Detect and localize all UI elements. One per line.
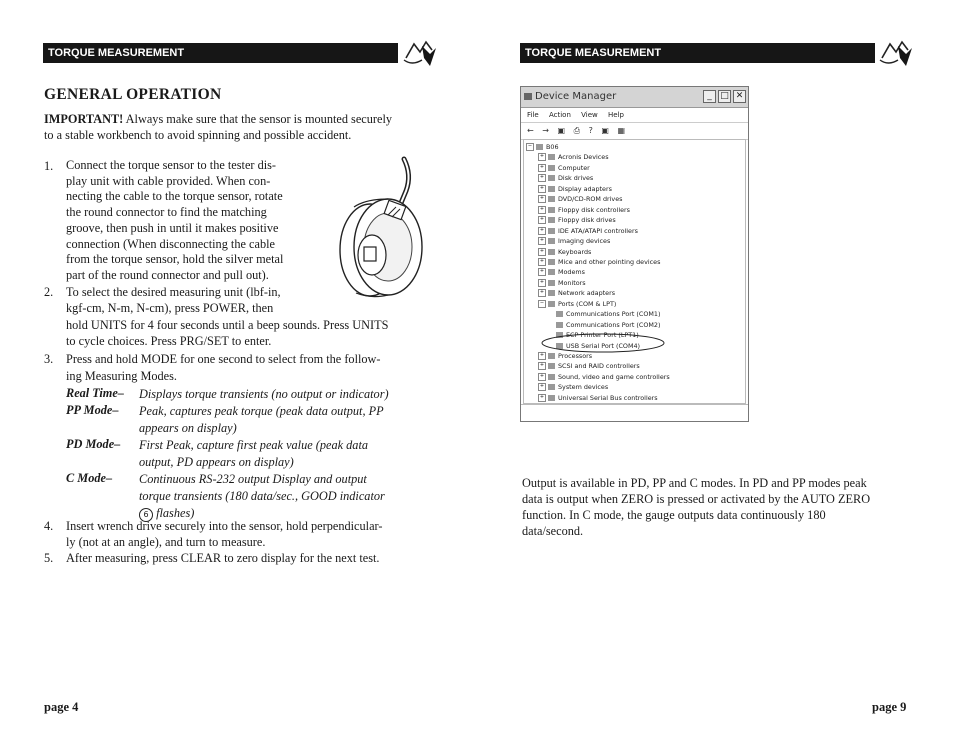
device-category[interactable] <box>538 184 612 194</box>
device-icon <box>548 165 555 171</box>
expand-icon[interactable]: + <box>539 278 545 285</box>
device-manager-window <box>520 86 749 422</box>
port-item[interactable] <box>556 320 661 330</box>
device-icon <box>548 374 555 380</box>
tree-label: IDE ATA/ATAPI controllers <box>558 226 638 235</box>
tree-label: Keyboards <box>558 247 592 256</box>
device-category[interactable] <box>538 173 593 183</box>
menu-view[interactable]: View <box>581 111 598 119</box>
device-category[interactable] <box>538 194 622 204</box>
step-1-line: part of the round connector and pull out). <box>66 267 269 282</box>
real-time-label: Real Time– <box>66 386 124 400</box>
tree-label: Imaging devices <box>558 237 611 246</box>
step-3-number: 3. <box>44 352 54 366</box>
device-category[interactable] <box>538 372 670 382</box>
tree-label: Communications Port (COM2) <box>566 320 661 329</box>
step-2-number: 2. <box>44 285 54 299</box>
tree-label: Modems <box>558 268 585 277</box>
expand-icon[interactable]: + <box>539 195 545 202</box>
pp-desc-line: appears on display) <box>139 421 237 435</box>
expand-icon[interactable]: + <box>539 383 545 390</box>
left-header-bar: TORQUE MEASUREMENT <box>43 43 398 63</box>
device-category[interactable] <box>538 288 615 298</box>
important-label: IMPORTANT! <box>44 112 124 126</box>
pd-desc-line: First Peak, capture first peak value (peak data <box>139 438 369 452</box>
step-5-text: After measuring, press CLEAR to zero display for the next test. <box>66 551 380 565</box>
expand-icon[interactable]: + <box>539 352 545 358</box>
expand-icon[interactable]: + <box>539 174 545 181</box>
output-line: function. In C mode, the gauge outputs data continuously 180 <box>522 508 826 522</box>
toolbar <box>521 122 748 140</box>
window-title: Device Manager <box>535 91 617 102</box>
step-4-text <box>66 518 438 550</box>
expand-icon[interactable]: + <box>539 372 545 379</box>
tree-label: Floppy disk controllers <box>558 205 630 214</box>
device-category[interactable] <box>538 299 616 309</box>
step-4-number: 4. <box>44 519 54 533</box>
step-3-line: ing Measuring Modes. <box>66 369 178 383</box>
important-text-2: to a stable workbench to avoid spinning and possible accident. <box>44 128 352 142</box>
menu-action[interactable]: Action <box>548 111 571 119</box>
expand-icon[interactable]: + <box>539 226 545 233</box>
back-icon[interactable]: ← <box>527 126 534 135</box>
device-icon <box>548 363 555 369</box>
menu-bar <box>521 108 748 122</box>
step-4-line: Insert wrench drive securely into the sensor, hold perpendicular- <box>66 519 383 533</box>
real-time-desc: Displays torque transients (no output or indicator) <box>139 387 389 401</box>
step-1-text <box>66 158 326 284</box>
tree-label: Processors <box>558 352 593 360</box>
device-category[interactable] <box>538 152 609 162</box>
step-2-line: hold UNITS for 4 four seconds until a beep sounds. Press UNITS <box>66 317 389 332</box>
device-icon <box>548 154 555 160</box>
tree-label: Sound, video and game controllers <box>558 372 670 381</box>
tree-label: Communications Port (COM1) <box>566 310 661 319</box>
expand-icon[interactable]: + <box>539 268 545 275</box>
device-category[interactable] <box>538 267 585 277</box>
expand-icon[interactable]: + <box>539 163 545 170</box>
step-4-line: ly (not at an angle), and turn to measure. <box>66 535 266 549</box>
step-2-text <box>66 284 436 349</box>
tree-label: Ports (COM & LPT) <box>558 299 617 308</box>
tree-label: Mice and other pointing devices <box>558 257 661 266</box>
step-2-line: To select the desired measuring unit (lbf-in, <box>66 285 281 299</box>
device-icon <box>548 196 555 202</box>
device-manager-icon <box>524 93 532 100</box>
expand-icon[interactable]: + <box>539 184 545 191</box>
status-bar <box>521 404 748 421</box>
torque-sensor-illustration <box>326 155 436 305</box>
right-header-bar: TORQUE MEASUREMENT <box>520 43 875 63</box>
page-heading: GENERAL OPERATION <box>44 86 222 103</box>
device-icon <box>548 238 555 244</box>
expand-icon[interactable]: + <box>539 393 545 400</box>
c-mode-label: C Mode– <box>66 471 113 485</box>
expand-icon[interactable]: + <box>539 153 545 160</box>
expand-icon[interactable]: + <box>539 362 545 369</box>
view-icon[interactable]: ▣ <box>601 126 609 135</box>
step-1-line: Connect the torque sensor to the tester dis- <box>66 158 277 172</box>
device-icon <box>548 301 555 307</box>
right-page-number: page 9 <box>872 700 907 714</box>
expand-icon[interactable]: + <box>539 257 545 264</box>
device-icon <box>548 207 555 213</box>
step-5-number: 5. <box>44 551 54 565</box>
step-1-line: the round connector to find the matching <box>66 205 267 220</box>
forward-icon[interactable]: → <box>542 126 549 135</box>
device-icon <box>548 259 555 265</box>
device-icon <box>548 228 555 234</box>
tree-root[interactable]: − B06 <box>527 143 559 151</box>
port-icon <box>556 311 563 317</box>
expand-icon[interactable]: + <box>539 289 545 296</box>
device-icon <box>548 290 555 296</box>
tree-label: Network adapters <box>558 289 616 298</box>
expand-icon[interactable]: + <box>539 216 545 223</box>
tree-label: Computer <box>558 163 590 172</box>
left-page-number: page 4 <box>44 700 79 714</box>
step-1-number: 1. <box>44 159 54 173</box>
maximize-button[interactable]: □ <box>718 90 731 103</box>
tree-label: USB Serial Port (COM4) <box>566 341 641 350</box>
menu-help[interactable]: Help <box>607 111 624 119</box>
tree-label: ECP Printer Port (LPT1) <box>566 331 639 340</box>
tree-label: Universal Serial Bus controllers <box>558 393 658 402</box>
device-tree <box>523 139 746 404</box>
step-1-line: connection (When disconnecting the cable <box>66 236 275 251</box>
c-desc-line: Continuous RS-232 output Display and output <box>139 472 367 486</box>
device-category[interactable] <box>538 226 638 236</box>
menu-file[interactable]: File <box>527 111 539 119</box>
output-line: Output is available in PD, PP and C modes. In PD and PP modes peak <box>522 476 867 490</box>
step-3-text <box>66 351 436 385</box>
scan-icon[interactable]: ▦ <box>617 126 626 135</box>
pp-mode-label: PP Mode– <box>66 403 119 417</box>
expand-icon[interactable]: + <box>539 237 545 244</box>
tree-label: Floppy disk drives <box>558 216 616 225</box>
device-icon <box>548 384 555 390</box>
minimize-button[interactable]: _ <box>703 90 716 103</box>
expand-icon[interactable]: + <box>539 205 545 212</box>
tree-label: System devices <box>558 383 609 392</box>
pd-desc-line: output, PD appears on display) <box>139 455 294 469</box>
tree-label: Monitors <box>558 278 586 287</box>
torque-logo-icon <box>876 38 914 68</box>
pp-desc-line: Peak, captures peak torque (peak data output, PP <box>139 404 384 418</box>
tree-label: DVD/CD-ROM drives <box>558 195 623 204</box>
pp-mode-desc <box>139 403 384 437</box>
window-titlebar <box>521 87 748 108</box>
device-icon <box>548 269 555 275</box>
port-icon <box>556 322 563 328</box>
device-category[interactable] <box>538 215 616 225</box>
print-icon[interactable]: ⎙ <box>573 126 581 135</box>
device-category[interactable] <box>538 393 658 403</box>
step-1-line: from the torque sensor, hold the silver metal <box>66 252 284 267</box>
important-text: Always make sure that the sensor is mounted securely <box>123 112 393 126</box>
expand-icon[interactable]: + <box>539 247 545 254</box>
output-description <box>522 475 912 539</box>
tree-label: SCSI and RAID controllers <box>558 362 640 371</box>
pd-mode-label: PD Mode– <box>66 437 121 451</box>
computer-icon <box>536 144 543 150</box>
port-item[interactable] <box>556 309 661 319</box>
tree-label: Disk drives <box>558 174 594 183</box>
step-2-line: to cycle choices. Press PRG/SET to enter. <box>66 333 272 348</box>
step-1-line: necting the cable to the torque sensor, rotate <box>66 189 283 204</box>
output-line: data is output when ZERO is pressed or activated by the AUTO ZERO <box>522 492 871 506</box>
device-category[interactable] <box>538 257 660 267</box>
device-category[interactable] <box>538 382 608 392</box>
device-icon <box>548 217 555 223</box>
device-category[interactable] <box>538 361 640 371</box>
c-desc-last: flashes) <box>153 506 195 520</box>
output-line: data/second. <box>522 524 584 538</box>
device-category[interactable] <box>538 236 610 246</box>
device-icon <box>548 280 555 286</box>
important-note <box>44 111 434 143</box>
c-mode-desc <box>139 471 385 522</box>
usb-port-highlight-circle <box>540 332 666 354</box>
step-2-line: kgf-cm, N-m, N-cm), press POWER, then <box>66 301 274 316</box>
step-1-line: play unit with cable provided. When con- <box>66 173 271 188</box>
collapse-icon[interactable]: − <box>539 299 545 306</box>
close-button[interactable]: ✕ <box>733 90 746 103</box>
tree-label: Acronis Devices <box>558 153 609 162</box>
device-icon <box>548 395 555 401</box>
properties-icon[interactable]: ▣ <box>557 126 566 135</box>
device-icon <box>548 186 555 192</box>
collapse-icon[interactable]: − <box>527 143 533 149</box>
step-3-line: Press and hold MODE for one second to select from the follow- <box>66 352 381 366</box>
help-icon[interactable]: ? <box>588 126 593 135</box>
torque-logo-icon <box>400 38 438 68</box>
device-category[interactable] <box>538 163 590 173</box>
device-category[interactable] <box>538 205 630 215</box>
step-1-line: groove, then push in until it makes positive <box>66 220 279 235</box>
device-icon <box>548 175 555 181</box>
circled-number-icon: 6 <box>139 508 153 522</box>
device-icon <box>548 249 555 255</box>
c-desc-line: torque transients (180 data/sec., GOOD indicator <box>139 489 385 503</box>
device-category[interactable] <box>538 278 586 288</box>
device-category[interactable] <box>538 247 591 257</box>
pd-mode-desc <box>139 437 368 471</box>
tree-label: Display adapters <box>558 184 612 193</box>
